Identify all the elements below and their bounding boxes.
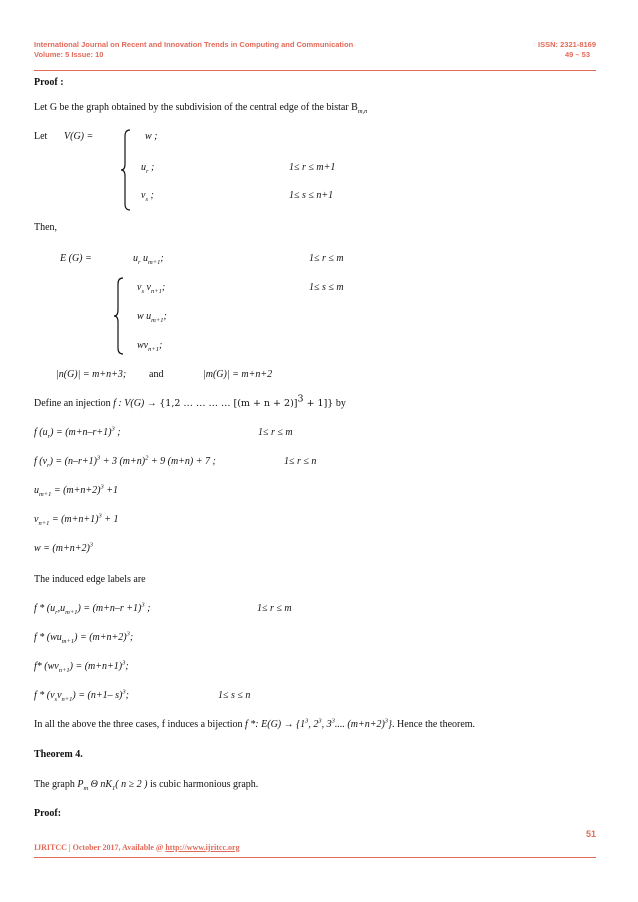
label-w: $w = (m+n+2)^3$	[34, 541, 94, 554]
edge-e2: $v_s$ $v_{n+1}$;	[137, 282, 166, 295]
vertex-set-brace	[120, 128, 134, 212]
intro-text: Let G be the graph obtained by the subdivision of the central edge of the bistar $B_{m,n}$	[34, 102, 368, 115]
edge-e2-range: 1≤ s ≤ m	[309, 282, 344, 293]
vertex-v: $v_s$ ;	[141, 190, 154, 203]
vertex-u-range: 1≤ r ≤ m+1	[289, 162, 336, 173]
edge-e4: $wv_{n+1}$;	[137, 340, 163, 353]
vertex-set-lhs: V(G) =	[64, 131, 94, 142]
edge-set-brace	[113, 276, 127, 356]
edge-count: |m(G)| = m+n+2	[203, 369, 273, 380]
label-v: f $(v_r) = (n-r+1)^3 + 3$ $(m+n)^2 + 9$ (m+n) + 7 ;	[34, 454, 216, 469]
proof-heading: Proof :	[34, 77, 64, 88]
edge-e1-range: 1≤ r ≤ m	[309, 253, 344, 264]
edge-label-3: f* $(wv_{n+1}) = (m+n+1)^3$;	[34, 659, 129, 674]
journal-title: International Journal on Recent and Innovation Trends in Computing and Communication	[34, 40, 354, 49]
edge-label-1: $f * (u_r,u_{m+1}) = (m+n-r +1)^3$ ;	[34, 601, 151, 616]
injection-definition: Define an injection f : V(G) → {1,2 … … … … $[(m + n + 2)]^3 + 1$]} by	[34, 393, 346, 409]
vertex-count: |n(G)| = m+n+3;	[56, 369, 127, 380]
label-u-range: 1≤ r ≤ m	[258, 427, 293, 438]
induced-label: The induced edge labels are	[34, 574, 146, 585]
theorem-heading: Theorem 4.	[34, 749, 83, 760]
proof2-heading: Proof:	[34, 808, 62, 819]
edge-label-4-range: 1≤ s ≤ n	[218, 690, 251, 701]
let-label: Let	[34, 131, 48, 142]
edge-label-1-range: 1≤ r ≤ m	[257, 603, 292, 614]
edge-label-4: $f * (v_sv_{n+1}) = (n+1-$ s)$^3$;	[34, 688, 129, 703]
label-v-range: 1≤ r ≤ n	[284, 456, 317, 467]
vertex-w: w ;	[145, 131, 158, 142]
label-um1: $u_{m+1} = (m+n+2)^3 +1$	[34, 483, 118, 498]
conclusion-text: In all the above the three cases, f induces a bijection f *: $E(G) \to \{1^3$, $2^3$, $3^3$.... $(m+n+2)^3$}. Hence the theorem.	[34, 717, 476, 730]
footer-text: IJRITCC | October 2017, Available @ http://www.ijritcc.org	[34, 843, 240, 852]
and-label: and	[149, 369, 164, 380]
edge-set-lhs: E (G) =	[60, 253, 92, 264]
journal-link[interactable]: http://www.ijritcc.org	[165, 843, 240, 852]
page-number: 51	[585, 829, 596, 839]
vertex-v-range: 1≤ s ≤ n+1	[289, 190, 334, 201]
label-u: f $(u_r) = (m+n-r+1)^3$ ;	[34, 425, 121, 440]
edge-e1: $u_r$ $u_{m+1}$;	[133, 253, 164, 266]
then-label: Then,	[34, 222, 58, 233]
footer-rule	[34, 857, 596, 858]
volume-issue: Volume: 5 Issue: 10	[34, 50, 104, 59]
edge-label-2: $f * (wu_{m+1}) = (m+n+2)^3$;	[34, 630, 134, 645]
issn: ISSN: 2321-8169	[538, 40, 596, 49]
header-rule	[34, 70, 596, 71]
label-vn1: $v_{n+1} = (m+n+1)^3 + 1$	[34, 512, 119, 527]
vertex-u: $u_r$ ;	[141, 162, 155, 175]
theorem-statement: The graph $P_m$ Θ $nK_1$( n ≥ 2 ) is cubic harmonious graph.	[34, 779, 259, 792]
page-range: 49 – 53	[564, 50, 590, 59]
edge-e3: w $u_{m+1}$;	[137, 311, 167, 324]
